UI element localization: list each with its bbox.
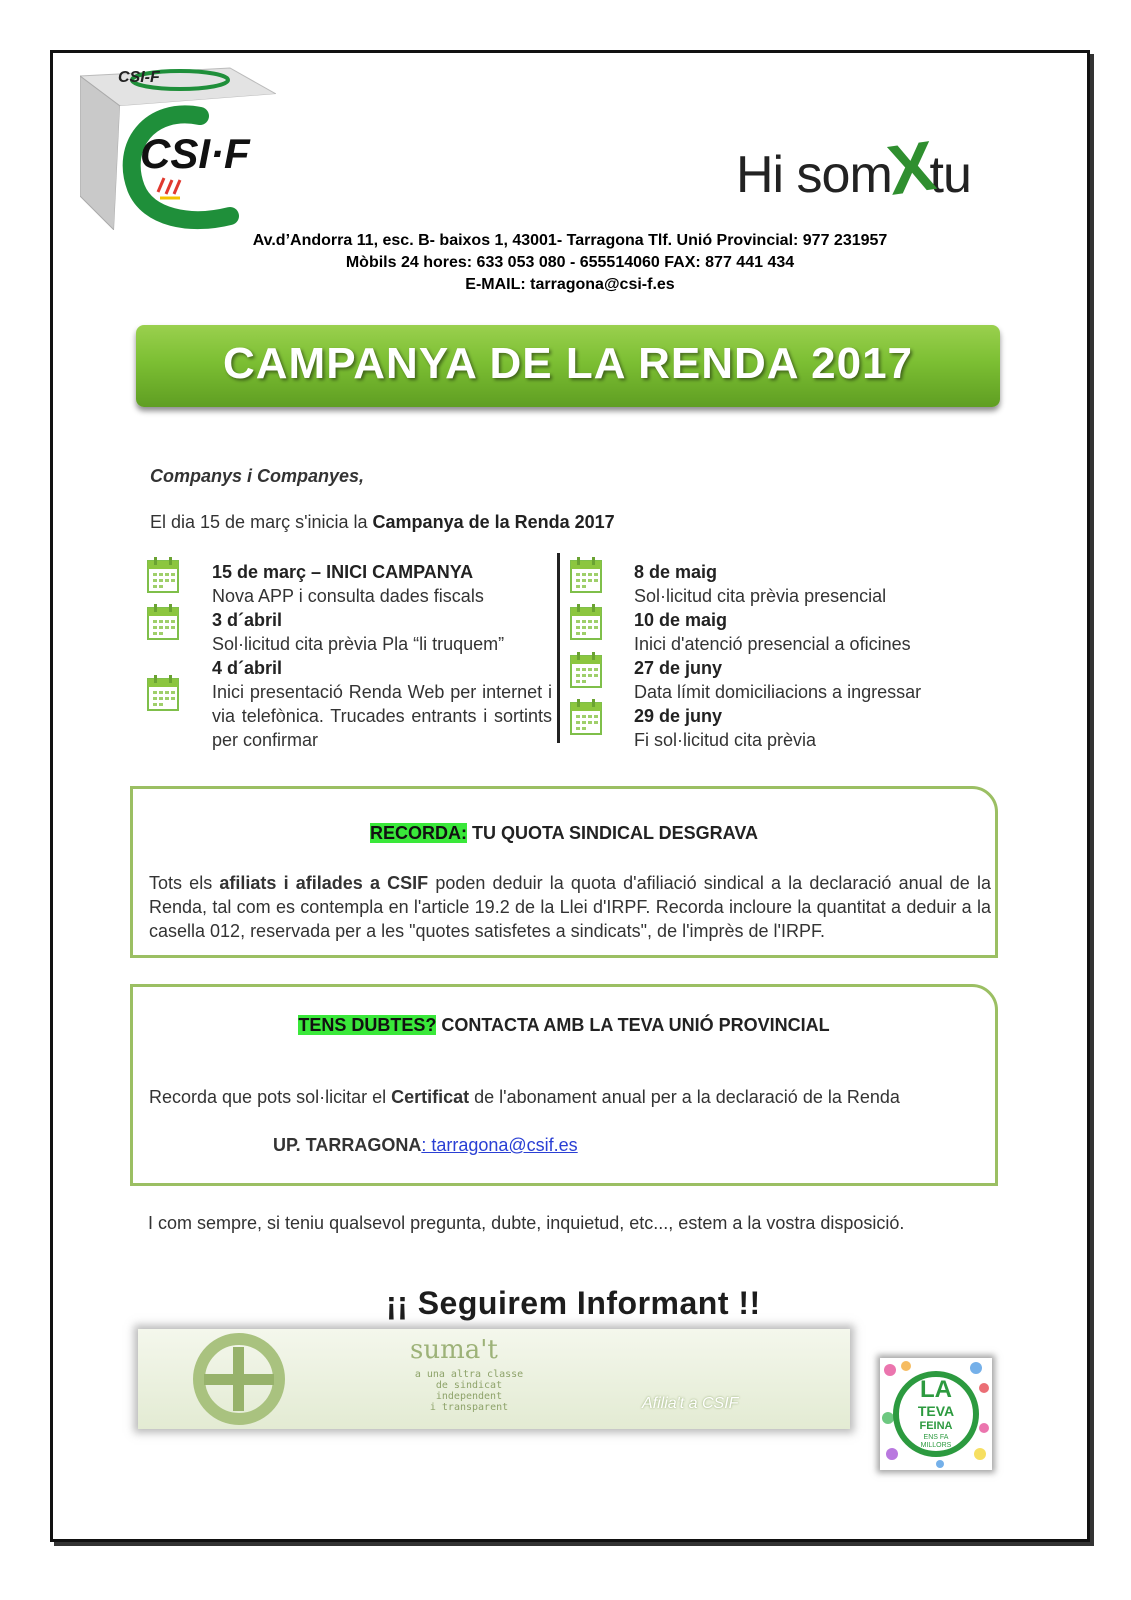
lateva-l3: FEINA	[919, 1420, 953, 1432]
recorda-box	[130, 786, 998, 958]
seguirem-heading: ¡¡ Seguirem Informant !!	[386, 1285, 761, 1321]
timeline-item: 3 d´abril Sol·licitud cita prèvia Pla “li truquem”	[212, 610, 505, 654]
greeting: Companys i Companyes,	[150, 466, 365, 486]
dubtes-text: Recorda que pots sol·licitar el Certificat de l'abonament anual per a la declaració de la Renda	[149, 1087, 900, 1107]
timeline-item: 15 de març – INICI CAMPANYA Nova APP i consulta dades fiscals	[212, 562, 484, 606]
la-teva-feina-logo	[880, 1358, 992, 1470]
timeline-item: 27 de juny Data límit domiciliacions a ingressar	[634, 658, 922, 702]
dubtes-title: TENS DUBTES? CONTACTA AMB LA TEVA UNIÓ PROVINCIAL	[298, 1015, 830, 1035]
calendar-icon	[146, 603, 180, 641]
lateva-l4: ENS FA	[923, 1434, 949, 1441]
dubtes-box	[130, 984, 998, 1186]
sumat-banner	[138, 1329, 850, 1429]
timeline-item: 29 de juny Fi sol·licitud cita prèvia	[634, 706, 817, 750]
calendar-icon	[569, 603, 603, 641]
plus-circle-icon	[164, 1333, 314, 1425]
banner-title: CAMPANYA DE LA RENDA 2017	[222, 339, 914, 388]
slogan-x: X	[882, 126, 939, 210]
sumat-title: suma't	[410, 1335, 498, 1365]
closing-text: I com sempre, si teniu qualsevol pregunta, dubte, inquietud, etc..., estem a la vostra disposició.	[148, 1213, 905, 1233]
campaign-banner	[136, 325, 1000, 407]
recorda-title: RECORDA: TU QUOTA SINDICAL DESGRAVA	[369, 823, 758, 843]
recorda-text: Tots els afiliats i afilades a CSIF poden deduir la quota d'afiliació sindical a la declaració anual de la Renda, tal com es contempla en l'article 19.2 de la Llei d'IRPF. Recorda incloure la quantitat a deduir a la casella 012, reservada per a les "quotes satisfetes a sindicats", de l'imprès de l'IRPF.	[149, 873, 991, 941]
slogan-part1: Hi som	[736, 146, 892, 204]
timeline-item: 10 de maig Inici d'atenció presencial a oficines	[634, 610, 911, 654]
calendar-icon	[569, 698, 603, 736]
slogan-part2: tu	[929, 146, 971, 204]
slogan-logo	[722, 100, 994, 220]
logo-text: CSI·F	[140, 130, 250, 177]
calendar-icon	[146, 556, 180, 594]
calendar-icon	[569, 651, 603, 689]
lateva-l1: LA	[920, 1376, 952, 1403]
logo-top-text: CSI-F	[118, 69, 160, 86]
affil-text: Afilia't a CSIF	[642, 1395, 739, 1412]
lateva-l5: MILLORS	[920, 1442, 952, 1449]
address-line-1: Av.d’Andorra 11, esc. B- baixos 1, 43001- Tarragona Tlf. Unió Provincial: 977 231957	[252, 232, 888, 249]
calendar-icon	[146, 674, 180, 712]
timeline-item: 8 de maig Sol·licitud cita prèvia presencial	[634, 562, 887, 606]
timeline-divider	[557, 553, 560, 743]
email-link[interactable]: : tarragona@csif.es	[421, 1135, 578, 1155]
sumat-lines: a una altra classe de sindicat independent i transparent	[414, 1369, 524, 1413]
calendar-icon	[569, 556, 603, 594]
lateva-l2: TEVA	[917, 1403, 955, 1419]
up-contact: UP. TARRAGONA: tarragona@csif.es	[273, 1135, 578, 1155]
address-line-3: E-MAIL: tarragona@csi-f.es	[465, 276, 675, 293]
intro-text: El dia 15 de març s'inicia la Campanya de la Renda 2017	[150, 512, 615, 532]
timeline-item: 4 d´abril Inici presentació Renda Web per internet i via telefònica. Trucades entrants i sortints per confirmar	[212, 658, 552, 750]
csif-logo	[80, 66, 276, 230]
timeline-right	[634, 560, 994, 752]
timeline-left	[212, 560, 552, 752]
address-line-2: Mòbils 24 hores: 633 053 080 - 655514060 FAX: 877 441 434	[345, 254, 795, 271]
